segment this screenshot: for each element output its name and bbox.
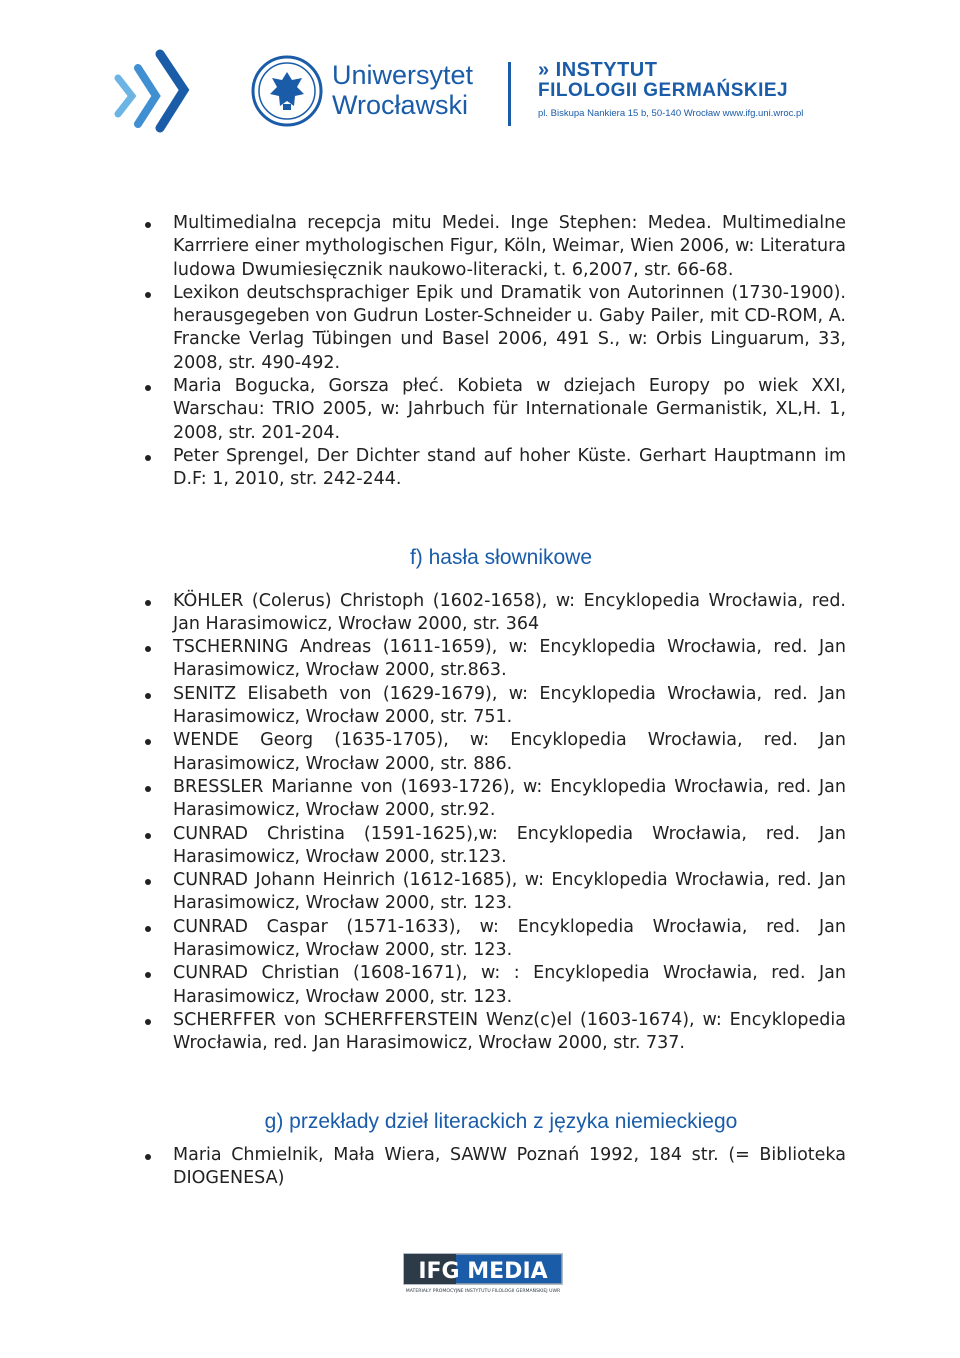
dictionary-entries-list [140, 590, 846, 1056]
footer-logo-subtitle: MATERIAŁY PROMOCYJNE INSTYTUTU FILOLOGII GERMAŃSKIEJ UWR [405, 1289, 561, 1294]
section-heading-translations: g) przekłady dzieł literackich z języka niemieckiego [264, 1109, 738, 1133]
chevrons-logo-icon [108, 48, 198, 138]
bullet-icon [145, 972, 151, 978]
list-item: BRESSLER Marianne von (1693-1726), w: Encyklopedia Wrocławia, red. Jan Harasimowicz, Wrocław 2000, str.92. [140, 776, 846, 823]
university-name-line1: Uniwersytet [332, 60, 474, 90]
institute-block [538, 60, 803, 122]
bullet-icon [145, 385, 151, 391]
institute-address: pl. Biskupa Nankiera 15 b, 50-140 Wrocław www.ifg.uni.wroc.pl [538, 108, 804, 119]
list-item: CUNRAD Caspar (1571-1633), w: Encyklopedia Wrocławia, red. Jan Harasimowicz, Wrocław 2000, str. 123. [140, 916, 846, 963]
list-item: Multimedialna recepcja mitu Medei. Inge Stephen: Medea. Multimedialne Karrriere einer mythologischen Figur, Köln, Weimar, Wien 2006, w: Literatura ludowa Dwumiesięcznik naukowo-literacki, t. 6,2007, str. 66-68. [140, 212, 846, 282]
bullet-icon [145, 1019, 151, 1025]
institute-name-line1: » INSTYTUT [538, 59, 658, 81]
list-item: Lexikon deutschsprachiger Epik und Dramatik von Autorinnen (1730-1900). herausgegeben von Gudrun Loster-Schneider u. Gaby Pailer, mit CD-ROM, A. Francke Verlag Tübingen und Basel 2006, 491 S., w: Orbis Linguarum, 33, 2008, str. 490-492. [140, 282, 846, 375]
bullet-icon [145, 879, 151, 885]
document-content [140, 212, 846, 1190]
bullet-icon [145, 222, 151, 228]
list-item: Maria Chmielnik, Mała Wiera, SAWW Poznań 1992, 184 str. (= Biblioteka DIOGENESA) [140, 1144, 846, 1191]
list-item: SCHERFFER von SCHERFFERSTEIN Wenz(c)el (1603-1674), w: Encyklopedia Wrocławia, red. Jan Harasimowicz, Wrocław 2000, str. 737. [140, 1009, 846, 1056]
bullet-icon [145, 1154, 151, 1160]
list-item: TSCHERNING Andreas (1611-1659), w: Encyklopedia Wrocławia, red. Jan Harasimowicz, Wrocław 2000, str.863. [140, 636, 846, 683]
page-header [0, 0, 960, 150]
bullet-icon [145, 926, 151, 932]
list-item: CUNRAD Christian (1608-1671), w: : Encyklopedia Wrocławia, red. Jan Harasimowicz, Wrocław 2000, str. 123. [140, 962, 846, 1009]
footer-logo-text: IFG MEDIA [418, 1259, 548, 1284]
list-item: WENDE Georg (1635-1705), w: Encyklopedia Wrocławia, red. Jan Harasimowicz, Wrocław 2000, str. 886. [140, 729, 846, 776]
list-item: KÖHLER (Colerus) Christoph (1602-1658), w: Encyklopedia Wrocławia, red. Jan Harasimowicz, Wrocław 2000, str. 364 [140, 590, 846, 637]
bullet-icon [145, 292, 151, 298]
ifg-media-logo [400, 1250, 566, 1296]
bullet-icon [145, 833, 151, 839]
list-item: CUNRAD Johann Heinrich (1612-1685), w: Encyklopedia Wrocławia, red. Jan Harasimowicz, Wrocław 2000, str. 123. [140, 869, 846, 916]
bullet-icon [145, 693, 151, 699]
list-item: CUNRAD Christina (1591-1625),w: Encyklopedia Wrocławia, red. Jan Harasimowicz, Wrocław 2000, str.123. [140, 823, 846, 870]
bullet-icon [145, 455, 151, 461]
publication-list [140, 212, 846, 492]
university-name-line2: Wrocławski [332, 90, 469, 120]
bullet-icon [145, 739, 151, 745]
institute-name-line2: FILOLOGII GERMAŃSKIEJ [538, 80, 789, 101]
university-name [332, 60, 473, 120]
list-item: SENITZ Elisabeth von (1629-1679), w: Encyklopedia Wrocławia, red. Jan Harasimowicz, Wrocław 2000, str. 751. [140, 683, 846, 730]
translations-list [140, 1144, 846, 1191]
section-heading-dictionary-entries: f) hasła słownikowe [409, 545, 593, 569]
bullet-icon [145, 600, 151, 606]
header-divider [508, 62, 511, 126]
bullet-icon [145, 646, 151, 652]
university-crest-icon [250, 54, 324, 128]
list-item: Peter Sprengel, Der Dichter stand auf hoher Küste. Gerhart Hauptmann im D.F: 1, 2010, str. 242-244. [140, 445, 846, 492]
list-item: Maria Bogucka, Gorsza płeć. Kobieta w dziejach Europy po wiek XXI, Warschau: TRIO 2005, w: Jahrbuch für Internationale Germanistik, XL,H. 1, 2008, str. 201-204. [140, 375, 846, 445]
bullet-icon [145, 786, 151, 792]
